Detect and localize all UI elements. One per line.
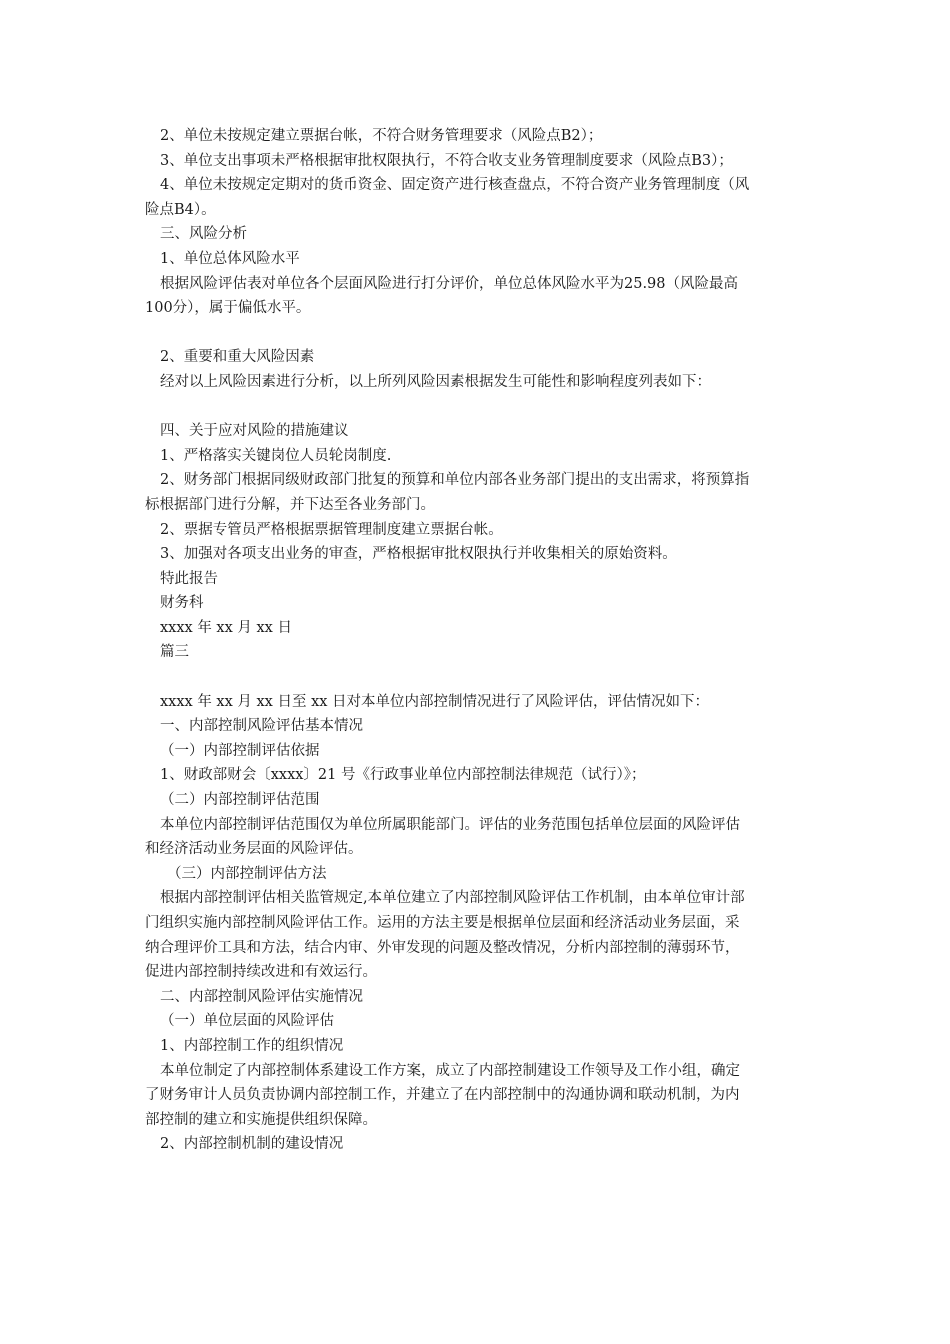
text-line: 3、加强对各项支出业务的审查，严格根据审批权限执行并收集相关的原始资料。 bbox=[160, 546, 677, 563]
blank-line bbox=[145, 665, 810, 690]
text-line: 4、单位未按规定定期对的货币资金、固定资产进行核查盘点，不符合资产业务管理制度（风 bbox=[160, 177, 750, 194]
text-line: （一）单位层面的风险评估 bbox=[160, 1013, 334, 1030]
text-line: 和经济活动业务层面的风险评估。 bbox=[145, 841, 363, 858]
text-line: 1、单位总体风险水平 bbox=[160, 250, 300, 267]
text-line: 三、风险分析 bbox=[160, 226, 247, 243]
text-line: 根据风险评估表对单位各个层面风险进行打分评价，单位总体风险水平为25.98（风险最高 bbox=[160, 275, 739, 292]
text-line: 特此报告 bbox=[160, 570, 218, 587]
text-line: 2、财务部门根据同级财政部门批复的预算和单位内部各业务部门提出的支出需求，将预算指 bbox=[160, 472, 750, 489]
text-line: 财务科 bbox=[160, 595, 204, 612]
text-line: 2、票据专管员严格根据票据管理制度建立票据台帐。 bbox=[160, 521, 503, 538]
text-line: 根据内部控制评估相关监管规定,本单位建立了内部控制风险评估工作机制，由本单位审计部 bbox=[160, 890, 745, 907]
document-body bbox=[145, 124, 810, 1157]
text-line: 部控制的建立和实施提供组织保障。 bbox=[145, 1111, 377, 1128]
text-line: 四、关于应对风险的措施建议 bbox=[160, 423, 349, 440]
text-line: 促进内部控制持续改进和有效运行。 bbox=[145, 964, 377, 981]
text-line: xxxx 年 xx 月 xx 日至 xx 日对本单位内部控制情况进行了风险评估，评估情况如下： bbox=[160, 693, 710, 710]
text-line: xxxx 年 xx 月 xx 日 bbox=[160, 619, 292, 636]
text-line: 门组织实施内部控制风险评估工作。运用的方法主要是根据单位层面和经济活动业务层面，采 bbox=[145, 915, 740, 931]
text-line: （三）内部控制评估方法 bbox=[167, 865, 327, 882]
text-line: 篇三 bbox=[160, 644, 189, 661]
text-line: 二、内部控制风险评估实施情况 bbox=[160, 988, 363, 1005]
text-line: 纳合理评价工具和方法，结合内审、外审发现的问题及整改情况，分析内部控制的薄弱环节， bbox=[145, 939, 740, 956]
text-line: 3、单位支出事项未严格根据审批权限执行，不符合收支业务管理制度要求（风险点B3）； bbox=[160, 152, 733, 169]
text-line: 一、内部控制风险评估基本情况 bbox=[160, 718, 363, 735]
text-line: 经对以上风险因素进行分析，以上所列风险因素根据发生可能性和影响程度列表如下： bbox=[160, 373, 711, 390]
text-line: 1、内部控制工作的组织情况 bbox=[160, 1037, 344, 1054]
text-line: 100分），属于偏低水平。 bbox=[145, 300, 311, 317]
text-line: 2、单位未按规定建立票据台帐，不符合财务管理要求（风险点B2）； bbox=[160, 128, 603, 144]
text-line: 标根据部门进行分解，并下达至各业务部门。 bbox=[145, 496, 435, 513]
text-line: （二）内部控制评估范围 bbox=[160, 792, 320, 809]
blank-line bbox=[145, 395, 810, 420]
text-line: 2、内部控制机制的建设情况 bbox=[160, 1136, 344, 1153]
text-line: 2、重要和重大风险因素 bbox=[160, 349, 315, 366]
text-line: 1、财政部财会〔xxxx〕21 号《行政事业单位内部控制法律规范（试行）》； bbox=[160, 767, 646, 784]
blank-line bbox=[145, 321, 810, 346]
text-line: （一）内部控制评估依据 bbox=[160, 742, 320, 759]
text-line: 本单位制定了内部控制体系建设工作方案，成立了内部控制建设工作领导及工作小组，确定 bbox=[160, 1062, 740, 1079]
text-line: 了财务审计人员负责协调内部控制工作，并建立了在内部控制中的沟通协调和联动机制，为内 bbox=[145, 1087, 740, 1104]
text-line: 险点B4）。 bbox=[145, 201, 216, 218]
text-line: 1、严格落实关键岗位人员轮岗制度. bbox=[160, 447, 392, 464]
text-line: 本单位内部控制评估范围仅为单位所属职能部门。评估的业务范围包括单位层面的风险评估 bbox=[160, 816, 740, 833]
